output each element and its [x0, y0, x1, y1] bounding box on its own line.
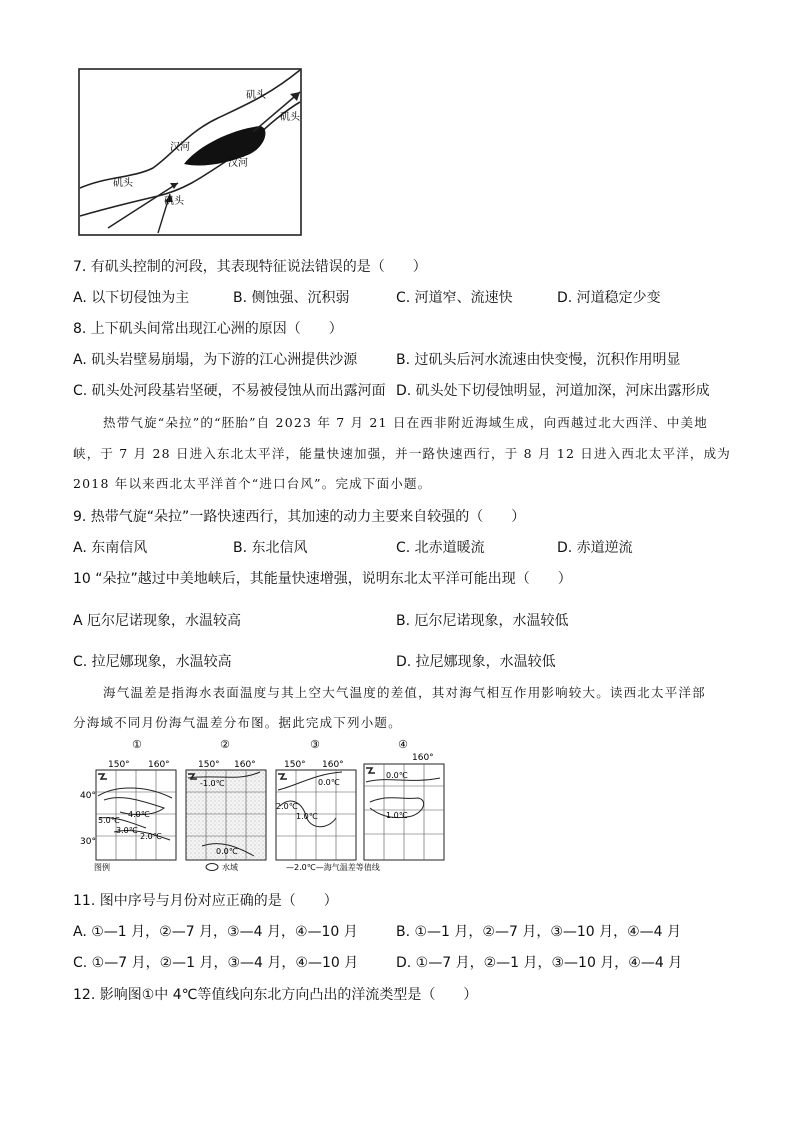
map-panel-3 — [276, 738, 356, 860]
passage-line: 2018 年以来西北太平洋首个“进口台风”。完成下面小题。 — [73, 476, 432, 491]
passage-line: 峡，于 7 月 28 日进入东北太平洋，能量快速加强，并一路快速西行，于 8 月 12 日进入西北太平洋，成为 — [73, 446, 732, 461]
passage-line: 热带气旋“朵拉”的“胚胎”自 2023 年 7 月 21 日在西非附近海域生成，向西越过北大西洋、中美地 — [103, 415, 708, 430]
svg-text:③: ③ — [310, 738, 320, 751]
question-7: 7. 有矶头控制的河段，其表现特征说法错误的是（ ） — [73, 259, 427, 275]
svg-text:150°: 150° — [108, 760, 130, 770]
svg-text:160°: 160° — [412, 753, 434, 763]
q10-option-d[interactable]: D. 拉尼娜现象，水温较低 — [396, 654, 556, 670]
map-panel-2 — [186, 738, 266, 860]
q8-option-a[interactable]: A. 矶头岩壁易崩塌，为下游的江心洲提供沙源 — [73, 352, 358, 368]
q7-option-b[interactable]: B. 侧蚀强、沉积弱 — [233, 290, 350, 306]
question-8: 8. 上下矶头间常出现江心洲的原因（ ） — [73, 321, 343, 337]
q11-option-c[interactable]: C. ①—7 月，②—1 月，③—4 月，④—10 月 — [73, 955, 359, 971]
svg-text:150°: 150° — [284, 760, 306, 770]
jitou-label: 矶头 — [280, 112, 300, 123]
lat-label: 30° — [80, 837, 96, 847]
question-12: 12. 影响图①中 4℃等值线向东北方向凸出的洋流类型是（ ） — [73, 987, 478, 1003]
map-panel-4 — [364, 738, 444, 860]
svg-text:②: ② — [220, 738, 230, 751]
passage-line: 海气温差是指海水表面温度与其上空大气温度的差值，其对海气相互作用影响较大。读西北太平洋部 — [103, 685, 706, 700]
svg-text:2.0℃: 2.0℃ — [276, 802, 298, 811]
question-10: 10 “朵拉”越过中美地峡后，其能量快速增强，说明东北太平洋可能出现（ ） — [73, 571, 572, 587]
question-9: 9. 热带气旋“朵拉”一路快速西行，其加速的动力主要来自较强的（ ） — [73, 509, 526, 525]
svg-text:水域: 水域 — [222, 863, 238, 872]
map-panel-1 — [96, 738, 176, 860]
jitou-label: 矶头 — [113, 178, 133, 189]
lat-label: 40° — [80, 791, 96, 801]
svg-text:—2.0℃—海气温差等值线: —2.0℃—海气温差等值线 — [286, 863, 380, 872]
q10-option-b[interactable]: B. 厄尔尼诺现象，水温较低 — [396, 613, 569, 629]
q9-option-b[interactable]: B. 东北信风 — [233, 540, 308, 556]
svg-text:④: ④ — [398, 738, 408, 751]
svg-text:0.0℃: 0.0℃ — [216, 847, 238, 856]
svg-text:160°: 160° — [148, 760, 170, 770]
svg-text:2.0℃: 2.0℃ — [140, 832, 162, 841]
q10-option-a[interactable]: A 厄尔尼诺现象，水温较高 — [73, 613, 242, 629]
q8-option-b[interactable]: B. 过矶头后河水流速由快变慢，沉积作用明显 — [396, 352, 681, 368]
sea-air-temperature-figure — [74, 736, 460, 874]
q9-option-a[interactable]: A. 东南信风 — [73, 540, 148, 556]
svg-text:160°: 160° — [234, 760, 256, 770]
q11-option-a[interactable]: A. ①—1 月，②—7 月，③—4 月，④—10 月 — [73, 924, 358, 940]
question-11: 11. 图中序号与月份对应正确的是（ ） — [73, 893, 338, 909]
map-legend — [94, 862, 380, 872]
svg-text:5.0℃: 5.0℃ — [98, 816, 120, 825]
q11-option-d[interactable]: D. ①—7 月，②—1 月，③—10 月，④—4 月 — [396, 955, 683, 971]
q8-option-c[interactable]: C. 矶头处河段基岩坚硬，不易被侵蚀从而出露河面 — [73, 383, 386, 399]
q10-option-c[interactable]: C. 拉尼娜现象，水温较高 — [73, 654, 232, 670]
svg-text:160°: 160° — [322, 760, 344, 770]
svg-text:1.0℃: 1.0℃ — [386, 811, 408, 820]
hanhe-label: 汉河 — [228, 158, 248, 169]
svg-text:-1.0℃: -1.0℃ — [200, 779, 225, 788]
q7-option-a[interactable]: A. 以下切侵蚀为主 — [73, 290, 190, 306]
jitou-label: 矶头 — [164, 196, 184, 207]
q11-option-b[interactable]: B. ①—1 月，②—7 月，③—10 月，④—4 月 — [396, 924, 682, 940]
svg-text:图例: 图例 — [94, 863, 110, 872]
hanhe-label: 汉河 — [170, 142, 190, 153]
svg-text:0.0℃: 0.0℃ — [318, 778, 340, 787]
svg-text:0.0℃: 0.0℃ — [386, 771, 408, 780]
svg-text:①: ① — [132, 738, 142, 751]
svg-text:1.0℃: 1.0℃ — [296, 812, 318, 821]
q7-option-d[interactable]: D. 河道稳定少变 — [557, 290, 661, 306]
q9-option-c[interactable]: C. 北赤道暖流 — [396, 540, 485, 556]
q7-option-c[interactable]: C. 河道窄、流速快 — [396, 290, 513, 306]
jitou-label: 矶头 — [246, 90, 266, 101]
svg-text:3.0℃: 3.0℃ — [116, 826, 138, 835]
svg-text:150°: 150° — [198, 760, 220, 770]
svg-text:4.0℃: 4.0℃ — [128, 810, 150, 819]
q9-option-d[interactable]: D. 赤道逆流 — [557, 540, 633, 556]
q8-option-d[interactable]: D. 矶头处下切侵蚀明显，河道加深，河床出露形成 — [396, 383, 710, 399]
river-figure — [78, 68, 304, 238]
passage-line: 分海域不同月份海气温差分布图。据此完成下列小题。 — [73, 715, 402, 730]
